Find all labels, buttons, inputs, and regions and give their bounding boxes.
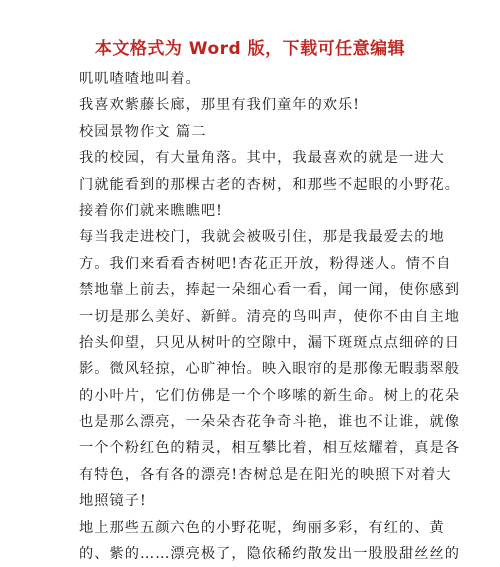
text-line: 有特色，各有各的漂亮!杏树总是在阳光的映照下对着大 — [79, 466, 452, 483]
text-line: 禁地靠上前去，捧起一朵细心看一看，闻一闻，使你感到 — [79, 282, 460, 299]
text-line: 地上那些五颜六色的小野花呢，绚丽多彩，有红的、黄 — [79, 519, 445, 536]
text-line: 我的校园，有大量角落。其中，我最喜欢的就是一进大 — [79, 150, 445, 167]
text-line: 方。我们来看看杏树吧!杏花正开放，粉得迷人。情不自 — [79, 255, 452, 272]
text-line: 接着你们就来瞧瞧吧! — [79, 202, 223, 219]
word-format-banner: 本文格式为 Word 版，下载可任意编辑 — [94, 39, 406, 59]
text-line: 每当我走进校门，我就会被吸引住，那是我最爱去的地 — [79, 229, 445, 246]
text-line: 也是那么漂亮，一朵朵杏花争奇斗艳，谁也不让谁，就像 — [79, 414, 460, 431]
text-line: 地照镜子! — [79, 493, 147, 510]
text-line: 门就能看到的那棵古老的杏树，和那些不起眼的小野花。 — [79, 176, 460, 193]
document-body — [79, 66, 460, 567]
text-line: 一切是那么美好、新鲜。清亮的鸟叫声，使你不由自主地 — [79, 308, 460, 325]
text-line: 影。微风轻掠，心旷神怡。映入眼帘的是那像无暇翡翠般 — [79, 361, 460, 378]
text-line: 的小叶片，它们仿佛是一个个哆嗦的新生命。树上的花朵 — [79, 387, 460, 404]
section-heading: 校园景物作文 篇二 — [79, 123, 207, 140]
text-line: 叽叽喳喳地叫着。 — [79, 71, 201, 87]
text-line: 抬头仰望，只见从树叶的空隙中，漏下斑斑点点细碎的日 — [79, 334, 460, 351]
text-line: 的、紫的……漂亮极了，隐依稀约散发出一股股甜丝丝的 — [79, 546, 460, 563]
text-line: 一个个粉红色的精灵，相互攀比着，相互炫耀着，真是各 — [79, 440, 460, 457]
text-line: 我喜欢紫藤长廊，那里有我们童年的欢乐! — [79, 97, 361, 114]
